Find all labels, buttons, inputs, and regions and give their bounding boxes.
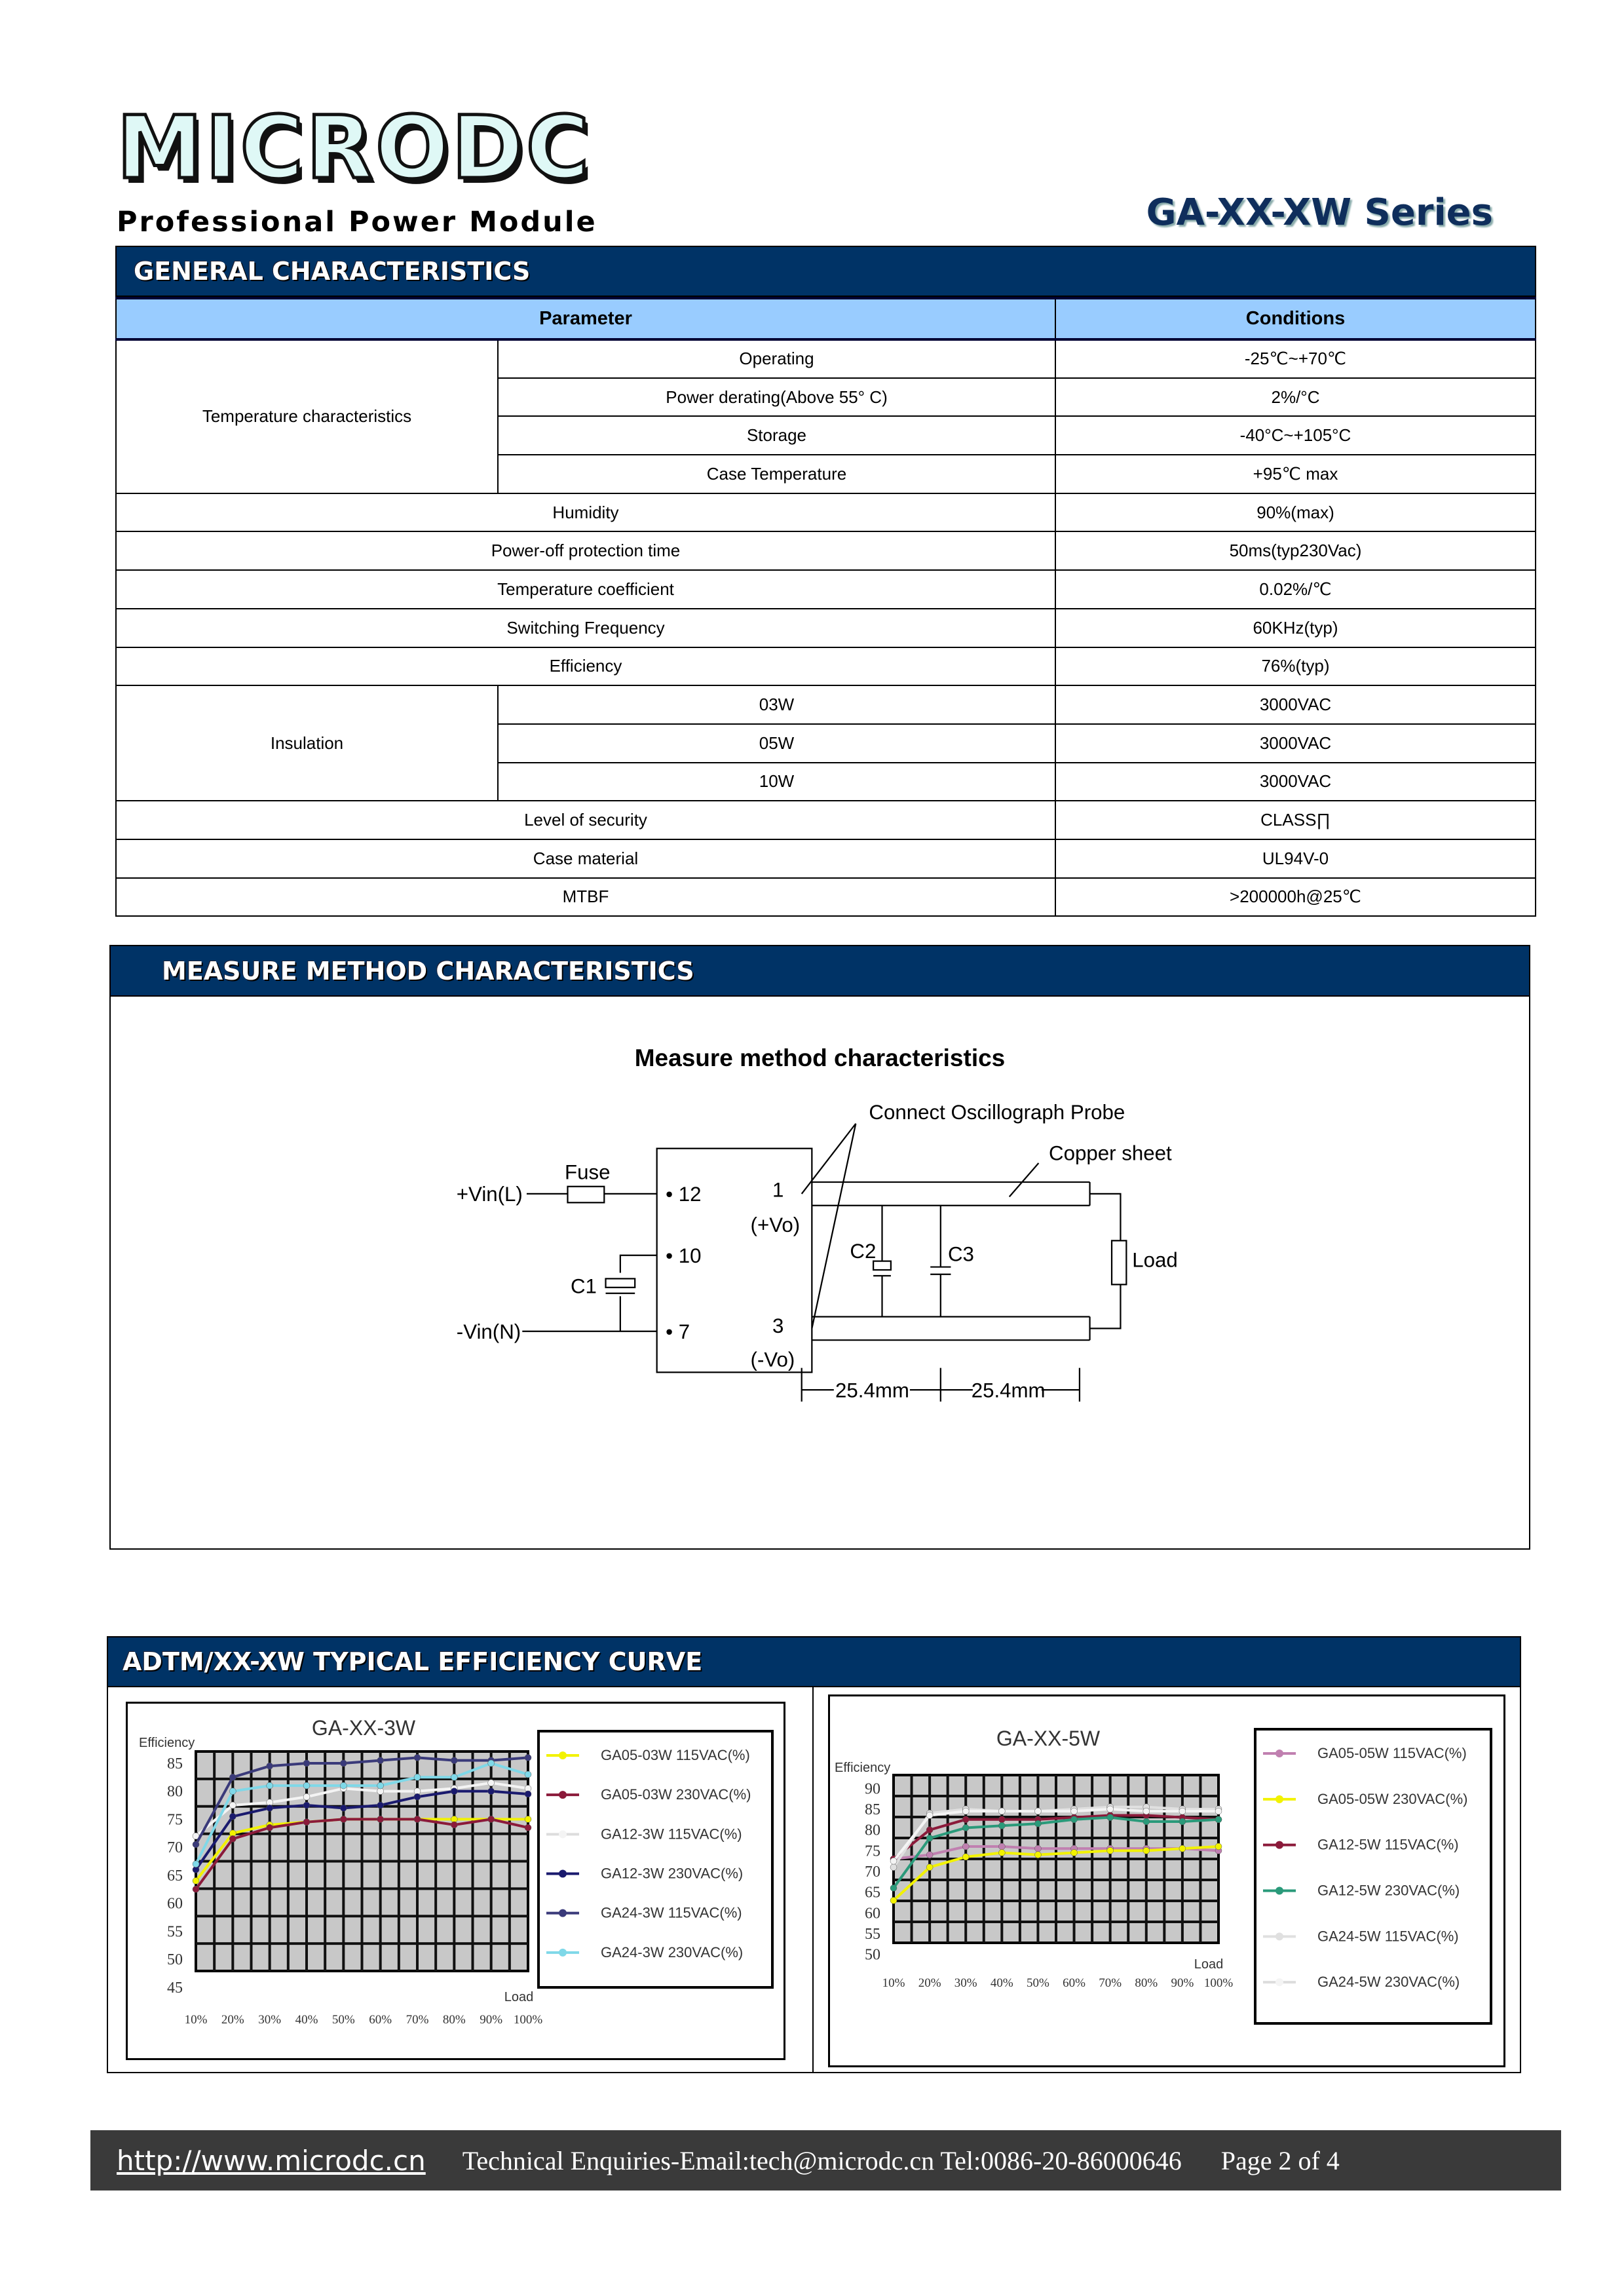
y-tick-label: 80 [167,1783,183,1801]
data-point [229,1813,236,1820]
data-point [267,1824,273,1831]
data-point [1143,1818,1150,1825]
x-tick-label: 20% [221,2013,244,2027]
condition-cell: 60KHz(typ) [1055,609,1536,647]
legend-label: GA05-05W 115VAC(%) [1317,1745,1467,1761]
legend-marker [1275,1932,1283,1940]
data-point [1034,1820,1041,1827]
x-axis-label: Load [1194,1957,1224,1972]
condition-cell: +95℃ max [1055,455,1536,493]
x-tick-label: 10% [882,1976,905,1990]
data-point [1107,1806,1114,1812]
parameter-cell: 10W [498,763,1055,801]
data-point [303,1782,310,1789]
legend-label: GA12-3W 230VAC(%) [601,1865,744,1882]
data-point [377,1757,384,1764]
legend-label: GA12-5W 115VAC(%) [1317,1836,1459,1853]
company-logo: MICRODC [117,98,592,199]
y-tick-label: 85 [167,1755,183,1772]
data-point [962,1843,969,1850]
fuse-label: Fuse [565,1160,611,1184]
data-point [962,1854,969,1860]
header-parameter: Parameter [116,298,1055,339]
y-tick-label: 70 [865,1864,880,1881]
data-point [414,1774,421,1780]
data-point [926,1852,933,1858]
y-tick-label: 55 [167,1923,183,1941]
condition-cell: 2%/°C [1055,378,1536,417]
contact-info: Technical Enquiries-Email:tech@microdc.cn Tel:0086-20-86000646 [462,2145,1182,2175]
dimension-1-label: 25.4mm [835,1379,909,1402]
data-point [1034,1852,1041,1858]
data-point [1071,1808,1078,1814]
data-point [890,1885,897,1891]
legend-label: GA12-3W 115VAC(%) [601,1826,742,1843]
data-point [488,1816,495,1822]
data-point [340,1805,347,1811]
y-tick-label: 50 [167,1951,183,1969]
legend-marker [559,1830,567,1838]
parameter-cell: Case material [116,839,1055,878]
x-tick-label: 80% [442,2013,466,2027]
legend-label: GA24-3W 115VAC(%) [601,1904,742,1921]
x-tick-label: 70% [406,2013,429,2027]
y-tick-label: 45 [167,1979,183,1997]
data-point [525,1791,531,1797]
x-tick-label: 10% [184,2013,208,2027]
y-tick-label: 75 [167,1811,183,1829]
y-tick-label: 75 [865,1843,880,1860]
condition-cell: 50ms(typ230Vac) [1055,531,1536,570]
data-point [1215,1816,1222,1823]
data-point [890,1897,897,1904]
legend-marker [1275,1841,1283,1849]
chart-title: GA-XX-3W [311,1716,416,1740]
data-point [1143,1847,1150,1854]
legend-marker [1275,1887,1283,1895]
legend-marker [559,1949,567,1957]
chart-title: GA-XX-5W [996,1727,1101,1750]
x-tick-label: 50% [1027,1976,1049,1990]
data-point [229,1835,236,1842]
data-point [193,1877,199,1884]
pin-10-label: • 10 [666,1244,702,1267]
data-point [267,1782,273,1789]
parameter-cell: Efficiency [116,647,1055,686]
y-tick-label: 55 [865,1926,880,1943]
data-point [340,1782,347,1789]
legend-marker [1275,1978,1283,1986]
parameter-cell: Case Temperature [498,455,1055,493]
condition-cell: 3000VAC [1055,724,1536,763]
y-tick-label: 90 [865,1780,880,1798]
x-tick-label: 30% [954,1976,977,1990]
data-point [414,1793,421,1800]
data-point [303,1802,310,1808]
data-point [1215,1843,1222,1850]
y-tick-label: 85 [865,1801,880,1818]
pin-12-label: • 12 [666,1183,702,1206]
legend-label: GA24-3W 230VAC(%) [601,1943,744,1961]
legend-label: GA12-5W 230VAC(%) [1317,1882,1460,1899]
data-point [998,1816,1005,1823]
data-point [1179,1808,1186,1814]
x-tick-label: 60% [1063,1976,1086,1990]
page-number: Page 2 of 4 [1220,2145,1340,2175]
data-point [998,1822,1005,1829]
data-point [525,1816,531,1822]
data-point [488,1788,495,1795]
data-point [1034,1845,1041,1852]
parameter-cell: MTBF [116,878,1055,917]
x-tick-label: 100% [513,2013,543,2027]
y-axis-label: Efficiency [139,1736,195,1750]
x-tick-label: 40% [295,2013,318,2027]
data-point [962,1824,969,1831]
group-label: Temperature characteristics [116,339,498,493]
y-tick-label: 65 [865,1884,880,1902]
data-point [303,1793,310,1800]
legend-marker [559,1870,567,1878]
x-tick-label: 40% [990,1976,1013,1990]
parameter-cell: 05W [498,724,1055,763]
header-conditions: Conditions [1055,298,1536,339]
c3-label: C3 [947,1242,974,1266]
data-point [377,1782,384,1789]
condition-cell: CLASS∏ [1055,801,1536,839]
data-point [488,1760,495,1767]
data-point [193,1861,199,1867]
data-point [340,1760,347,1767]
y-axis-label: Efficiency [835,1761,891,1775]
pin-1-label: 1 [772,1178,784,1202]
data-point [414,1816,421,1822]
data-point [962,1816,969,1823]
x-tick-label: 50% [331,2013,355,2027]
data-point [998,1843,1005,1850]
page-footer [90,2130,1561,2191]
data-point [1179,1818,1186,1825]
y-tick-label: 60 [865,1905,880,1923]
data-point [340,1816,347,1822]
group-label: Insulation [116,685,498,801]
condition-cell: 3000VAC [1055,763,1536,801]
legend-label: GA05-05W 230VAC(%) [1317,1790,1468,1807]
data-point [890,1858,897,1864]
condition-cell: 0.02%/℃ [1055,570,1536,609]
data-point [1179,1845,1186,1852]
pin-1-sub-label: (+Vo) [750,1213,801,1236]
x-tick-label: 60% [369,2013,392,2027]
legend-label: GA05-03W 230VAC(%) [601,1786,751,1803]
series-title: GA-XX-XW Series [1146,191,1493,234]
legend-label: GA24-5W 115VAC(%) [1317,1928,1459,1945]
data-point [1215,1808,1222,1814]
x-tick-label: 100% [1203,1976,1234,1990]
x-tick-label: 90% [1171,1976,1194,1990]
data-point [303,1760,310,1767]
legend-marker [1275,1750,1283,1757]
section-title: GENERAL CHARACTERISTICS [134,257,531,286]
section-title: ADTM/XX-XW TYPICAL EFFICIENCY CURVE [123,1647,703,1676]
data-point [1071,1849,1078,1856]
parameter-cell: Operating [498,339,1055,378]
parameter-cell: Power derating(Above 55° C) [498,378,1055,417]
legend-marker [559,1751,567,1759]
pin-7-label: • 7 [666,1320,690,1343]
c1-label: C1 [570,1274,597,1298]
dimension-2-label: 25.4mm [971,1379,1046,1402]
x-tick-label: 70% [1099,1976,1122,1990]
condition-cell: UL94V-0 [1055,839,1536,878]
data-point [451,1822,457,1828]
vin-n-label: -Vin(N) [456,1320,521,1343]
data-point [451,1757,457,1764]
data-point [1143,1808,1150,1814]
legend-marker [1275,1795,1283,1803]
data-point [451,1788,457,1795]
data-point [377,1816,384,1822]
data-point [926,1835,933,1841]
probe-label: Connect Oscillograph Probe [869,1101,1125,1124]
data-point [451,1774,457,1780]
data-point [229,1802,236,1808]
x-tick-label: 20% [918,1976,941,1990]
data-point [267,1763,273,1769]
data-point [1107,1847,1114,1854]
parameter-cell: Power-off protection time [116,531,1055,570]
data-point [229,1774,236,1780]
parameter-cell: Humidity [116,493,1055,532]
condition-cell: -40°C~+105°C [1055,416,1536,455]
data-point [267,1805,273,1811]
load-label: Load [1132,1248,1178,1272]
data-point [962,1808,969,1814]
y-tick-label: 50 [865,1946,880,1964]
parameter-cell: Switching Frequency [116,609,1055,647]
condition-cell: 76%(typ) [1055,647,1536,686]
legend-marker [559,1791,567,1799]
data-point [377,1802,384,1808]
data-point [926,1812,933,1818]
data-point [488,1780,495,1786]
parameter-cell: Level of security [116,801,1055,839]
data-point [303,1819,310,1826]
data-point [890,1864,897,1871]
diagram-title: Measure method characteristics [634,1044,1006,1071]
legend-label: GA05-03W 115VAC(%) [601,1747,750,1763]
y-tick-label: 65 [167,1867,183,1885]
data-point [525,1771,531,1778]
parameter-cell: 03W [498,685,1055,724]
data-point [998,1808,1005,1814]
x-tick-label: 90% [480,2013,503,2027]
data-point [193,1841,199,1848]
copper-sheet-label: Copper sheet [1049,1141,1172,1165]
pin-3-sub-label: (-Vo) [750,1348,795,1371]
data-point [926,1827,933,1833]
legend-marker [559,1909,567,1917]
data-point [998,1849,1005,1856]
condition-cell: >200000h@25℃ [1055,878,1536,917]
data-point [414,1754,421,1761]
data-point [229,1788,236,1795]
data-point [1107,1814,1114,1821]
c2-label: C2 [850,1240,877,1263]
pin-3-label: 3 [772,1314,784,1338]
legend-label: GA24-5W 230VAC(%) [1317,1974,1460,1991]
y-tick-label: 70 [167,1839,183,1857]
data-point [525,1824,531,1831]
parameter-cell: Temperature coefficient [116,570,1055,609]
y-tick-label: 80 [865,1822,880,1839]
data-point [1071,1816,1078,1823]
data-point [1034,1808,1041,1814]
x-tick-label: 30% [258,2013,282,2027]
section-title: MEASURE METHOD CHARACTERISTICS [162,956,694,985]
y-tick-label: 60 [167,1895,183,1913]
parameter-cell: Storage [498,416,1055,455]
vin-l-label: +Vin(L) [456,1183,523,1206]
condition-cell: 90%(max) [1055,493,1536,532]
logo-tagline: Professional Power Module [117,206,597,239]
data-point [525,1754,531,1761]
x-tick-label: 80% [1135,1976,1158,1990]
x-axis-label: Load [504,1990,534,2004]
website-link[interactable]: http://www.microdc.cn [117,2144,426,2177]
condition-cell: 3000VAC [1055,685,1536,724]
condition-cell: -25℃~+70℃ [1055,339,1536,378]
data-point [926,1864,933,1871]
data-point [193,1886,199,1892]
